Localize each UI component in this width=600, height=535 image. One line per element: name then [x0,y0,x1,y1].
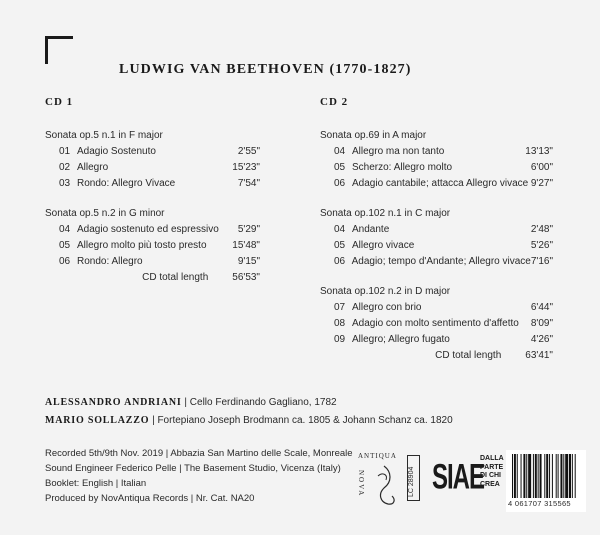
track-dur: 6'00" [530,162,553,173]
track-name: Allegro; Allegro fugato [352,334,450,345]
sonata-title: Sonata op.5 n.2 in G minor [45,208,165,219]
track-row [320,316,553,332]
track-dur: 7'16" [530,256,553,267]
track-row [45,176,260,192]
track-name: Adagio Sostenuto [77,146,156,157]
track-row [45,238,260,254]
barcode-number: 4 061707 315565 [508,499,571,508]
track-num: 06 [59,256,71,267]
cd-total-length [45,270,260,286]
cd2-tracklist [320,128,553,364]
track-num: 08 [334,318,346,329]
track-dur: 5'29" [237,224,260,235]
credit-line: Booklet: English | Italian [45,478,147,489]
total-value: 63'41" [525,350,553,361]
track-num: 07 [334,302,346,313]
track-dur: 8'09" [530,318,553,329]
track-name: Adagio con molto sentimento d'affetto [352,318,519,329]
siae-logo: SIAE [432,458,485,498]
performer-name: MARIO SOLLAZZO [45,415,150,426]
track-row [45,160,260,176]
track-row [320,332,553,348]
track-name: Andante [352,224,390,235]
track-name: Adagio; tempo d'Andante; Allegro vivace [351,256,531,267]
slogan-line: CREA [480,480,500,488]
track-dur: 15'48" [232,240,260,251]
spacer [320,192,553,206]
track-row [320,176,553,192]
separator: | [184,397,188,408]
track-name: Allegro molto più tosto presto [77,240,207,251]
track-name: Allegro [77,162,109,173]
track-num: 04 [334,224,346,235]
track-num: 04 [59,224,71,235]
siae-slogan [480,455,504,489]
barcode [506,450,586,512]
sonata-title: Sonata op.5 n.1 in F major [45,130,163,141]
track-dur: 7'54" [237,178,260,189]
barcode-bars [512,454,580,498]
slogan-line: DI CHI [480,472,501,479]
track-num: 05 [334,162,346,173]
track-num: 04 [334,146,346,157]
track-row [45,144,260,160]
slogan-line: PARTE [480,463,504,471]
performer-instrument: Cello Ferdinando Gagliano, 1782 [189,397,337,408]
track-row [320,254,553,270]
track-name: Scherzo: Allegro molto [352,162,453,173]
track-dur: 4'26" [530,334,553,345]
track-dur: 2'48" [530,224,553,235]
credit-line: Produced by NovAntiqua Records | Nr. Cat. NA20 [45,493,255,504]
sonata-title: Sonata op.102 n.1 in C major [320,208,451,219]
cd2-heading: CD 2 [320,96,349,108]
performer-row [45,412,453,430]
slogan-line: DALLA [480,455,504,462]
page-title: LUDWIG VAN BEETHOVEN (1770-1827) [119,62,412,77]
credit-line: Sound Engineer Federico Pelle | The Basement Studio, Vicenza (Italy) [45,463,341,474]
credit-line: Recorded 5th/9th Nov. 2019 | Abbazia San Martino delle Scale, Monreale [45,448,353,459]
separator: | [152,415,155,426]
sonata-title: Sonata op.69 in A major [320,130,427,141]
performer-instrument: Fortepiano Joseph Brodmann ca. 1805 & Johann Schanz ca. 1820 [157,415,453,426]
track-name: Rondo: Allegro Vivace [77,178,176,189]
track-dur: 2'55" [237,146,260,157]
track-row [45,254,260,270]
track-dur: 5'26" [530,240,553,251]
label-logo [45,36,73,64]
track-row [45,222,260,238]
cd-total-length [320,348,553,364]
track-name: Rondo: Allegro [77,256,143,267]
nova-text: NOVA [357,470,365,498]
track-num: 03 [59,178,71,189]
track-row [320,222,553,238]
credits [45,446,353,506]
performers [45,394,453,430]
track-dur: 9'15" [237,256,260,267]
cd1-tracklist [45,128,260,286]
track-dur: 6'44" [530,302,553,313]
spacer [320,270,553,284]
total-value: 56'53" [232,272,260,283]
antiqua-text: ANTIQUA [358,452,397,460]
track-name: Allegro vivace [352,240,415,251]
track-row [320,160,553,176]
track-num: 06 [334,256,346,267]
track-name: Adagio sostenuto ed espressivo [77,224,219,235]
track-num: 05 [334,240,346,251]
track-name: Allegro ma non tanto [352,146,445,157]
cd1-heading: CD 1 [45,96,74,108]
performer-name: ALESSANDRO ANDRIANI [45,397,182,408]
track-num: 09 [334,334,346,345]
track-dur: 9'27" [530,178,553,189]
novantiqua-logo [356,450,402,510]
track-row [320,238,553,254]
performer-row [45,394,453,412]
spacer [45,192,260,206]
track-num: 05 [59,240,71,251]
track-num: 06 [334,178,346,189]
track-name: Allegro con brio [352,302,422,313]
total-label: CD total length [142,272,209,283]
track-num: 02 [59,162,71,173]
track-dur: 13'13" [525,146,553,157]
track-row [320,144,553,160]
total-label: CD total length [435,350,502,361]
track-dur: 15'23" [232,162,260,173]
lc-code: LC 28904 [408,466,415,497]
track-name: Adagio cantabile; attacca Allegro vivace [352,178,529,189]
sonata-title: Sonata op.102 n.2 in D major [320,286,451,297]
track-num: 01 [59,146,71,157]
track-row [320,300,553,316]
